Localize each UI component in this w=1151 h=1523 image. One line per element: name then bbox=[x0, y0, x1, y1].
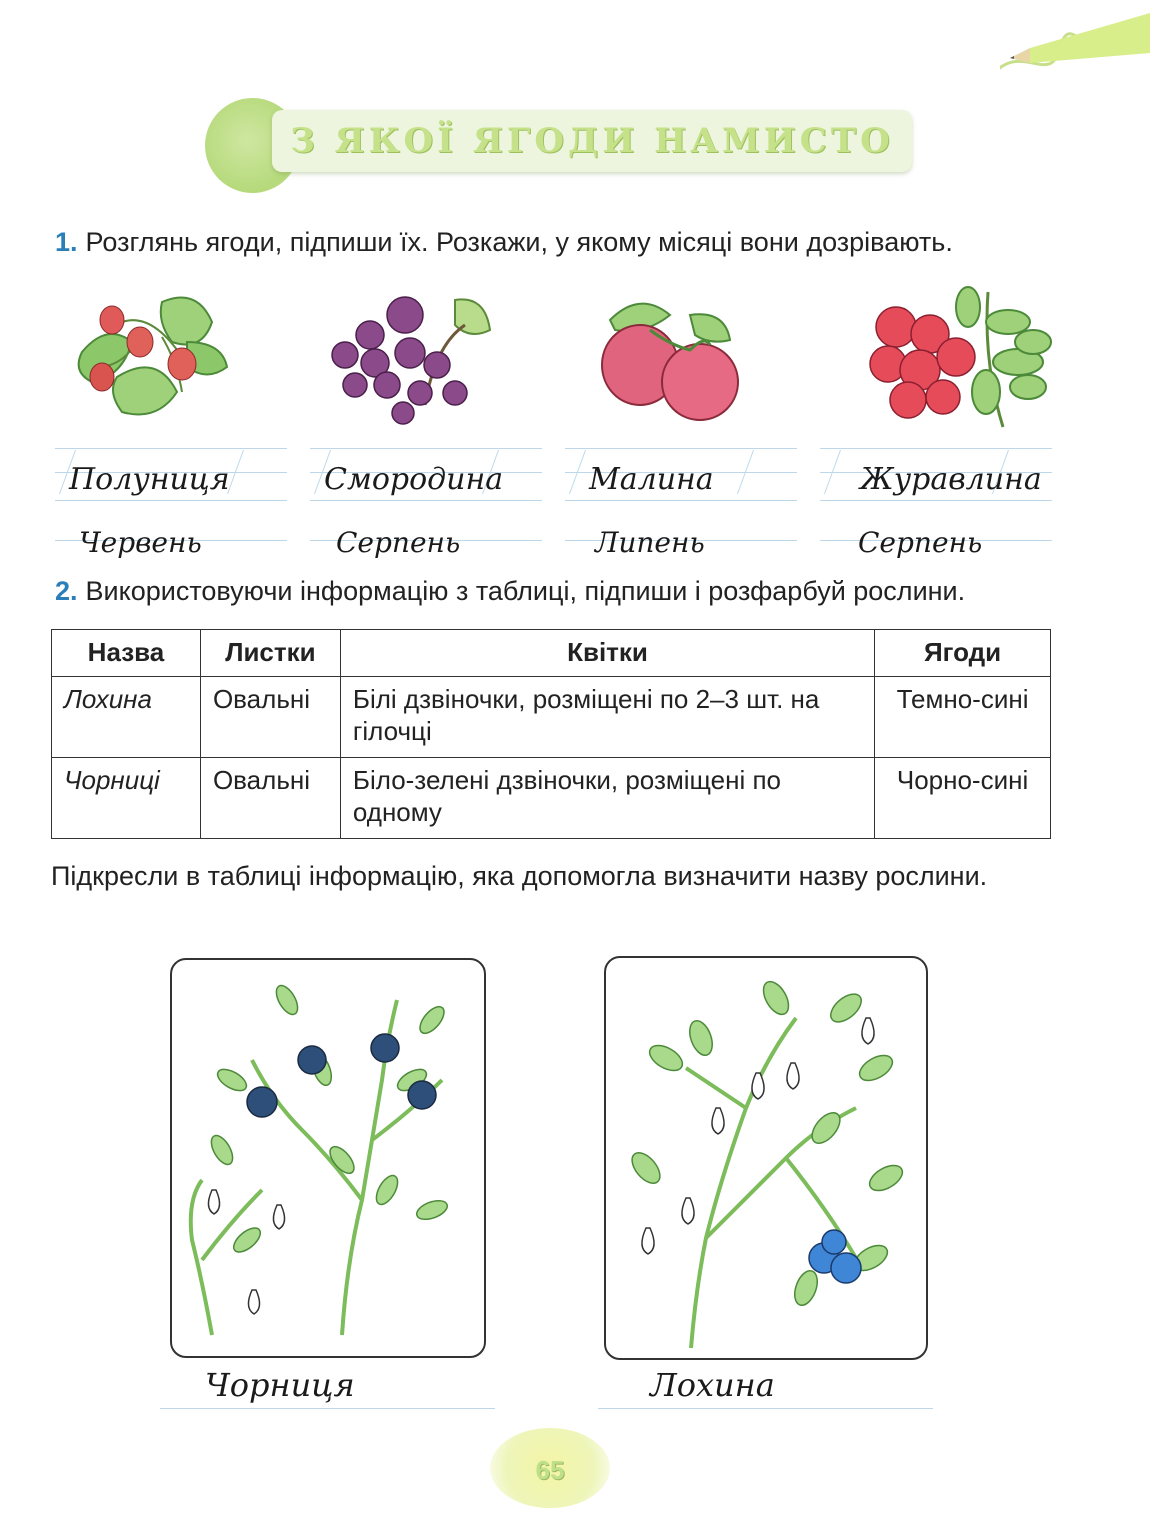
raspberry-image bbox=[600, 290, 750, 425]
currant-image bbox=[325, 285, 495, 425]
task-2-number: 2. bbox=[55, 576, 78, 606]
table-cell: Чорно-сині bbox=[875, 758, 1051, 839]
table-cell: Овальні bbox=[200, 758, 340, 839]
plant-frame-2 bbox=[604, 956, 928, 1360]
berry-answer-block-2 bbox=[310, 442, 542, 562]
berry-name-1: Полуниця bbox=[69, 462, 230, 497]
strawberry-image bbox=[62, 282, 232, 432]
berry-month-2: Серпень bbox=[336, 526, 461, 559]
plant-signature-2: Лохина bbox=[650, 1366, 775, 1404]
signature-line-1 bbox=[160, 1408, 495, 1409]
table-header: Квітки bbox=[340, 630, 874, 677]
plants-info-table bbox=[51, 629, 1051, 839]
task-2-heading bbox=[55, 575, 965, 607]
task-1-heading bbox=[55, 226, 953, 258]
plant-frame-1 bbox=[170, 958, 486, 1358]
berry-name-2: Смородина bbox=[324, 462, 504, 497]
task-1-number: 1. bbox=[55, 227, 78, 257]
blueberry-bilberry-plant-image bbox=[172, 960, 484, 1356]
berry-answer-block-3 bbox=[565, 442, 797, 562]
berry-month-1: Червень bbox=[79, 526, 202, 559]
table-header: Ягоди bbox=[875, 630, 1051, 677]
signature-line-2 bbox=[598, 1408, 933, 1409]
table-row bbox=[52, 758, 1051, 839]
table-row bbox=[52, 677, 1051, 758]
berry-month-4: Серпень bbox=[858, 526, 983, 559]
cranberry-image bbox=[868, 282, 1058, 432]
table-header: Листки bbox=[200, 630, 340, 677]
task-1-text: Розглянь ягоди, підпиши їх. Розкажи, у якому місяці вони дозрівають. bbox=[85, 227, 953, 257]
highbush-blueberry-plant-image bbox=[606, 958, 926, 1358]
table-cell: Темно-сині bbox=[875, 677, 1051, 758]
page-number: 65 bbox=[535, 1455, 565, 1485]
page-title: З ЯКОЇ ЯГОДИ НАМИСТО bbox=[290, 121, 894, 161]
table-cell-name: Чорниці bbox=[52, 758, 201, 839]
table-cell: Овальні bbox=[200, 677, 340, 758]
berry-name-4: Журавлина bbox=[860, 462, 1042, 497]
plant-signature-1: Чорниця bbox=[205, 1366, 355, 1404]
table-cell: Біло-зелені дзвіночки, розміщені по одному bbox=[340, 758, 874, 839]
berry-answer-block-1 bbox=[55, 442, 287, 562]
title-banner bbox=[272, 110, 912, 172]
pencil-icon bbox=[1000, 8, 1150, 88]
berry-month-3: Липень bbox=[595, 526, 705, 559]
berry-answer-block-4 bbox=[820, 442, 1052, 562]
table-cell-name: Лохина bbox=[52, 677, 201, 758]
table-cell: Білі дзвіночки, розміщені по 2–3 шт. на гілочці bbox=[340, 677, 874, 758]
table-header: Назва bbox=[52, 630, 201, 677]
berry-name-3: Малина bbox=[589, 462, 714, 497]
underline-instruction: Підкресли в таблиці інформацію, яка допомогла визначити назву рослини. bbox=[51, 861, 988, 891]
table-header-row bbox=[52, 630, 1051, 677]
task-2-text: Використовуючи інформацію з таблиці, підпиши і розфарбуй рослини. bbox=[85, 576, 966, 606]
